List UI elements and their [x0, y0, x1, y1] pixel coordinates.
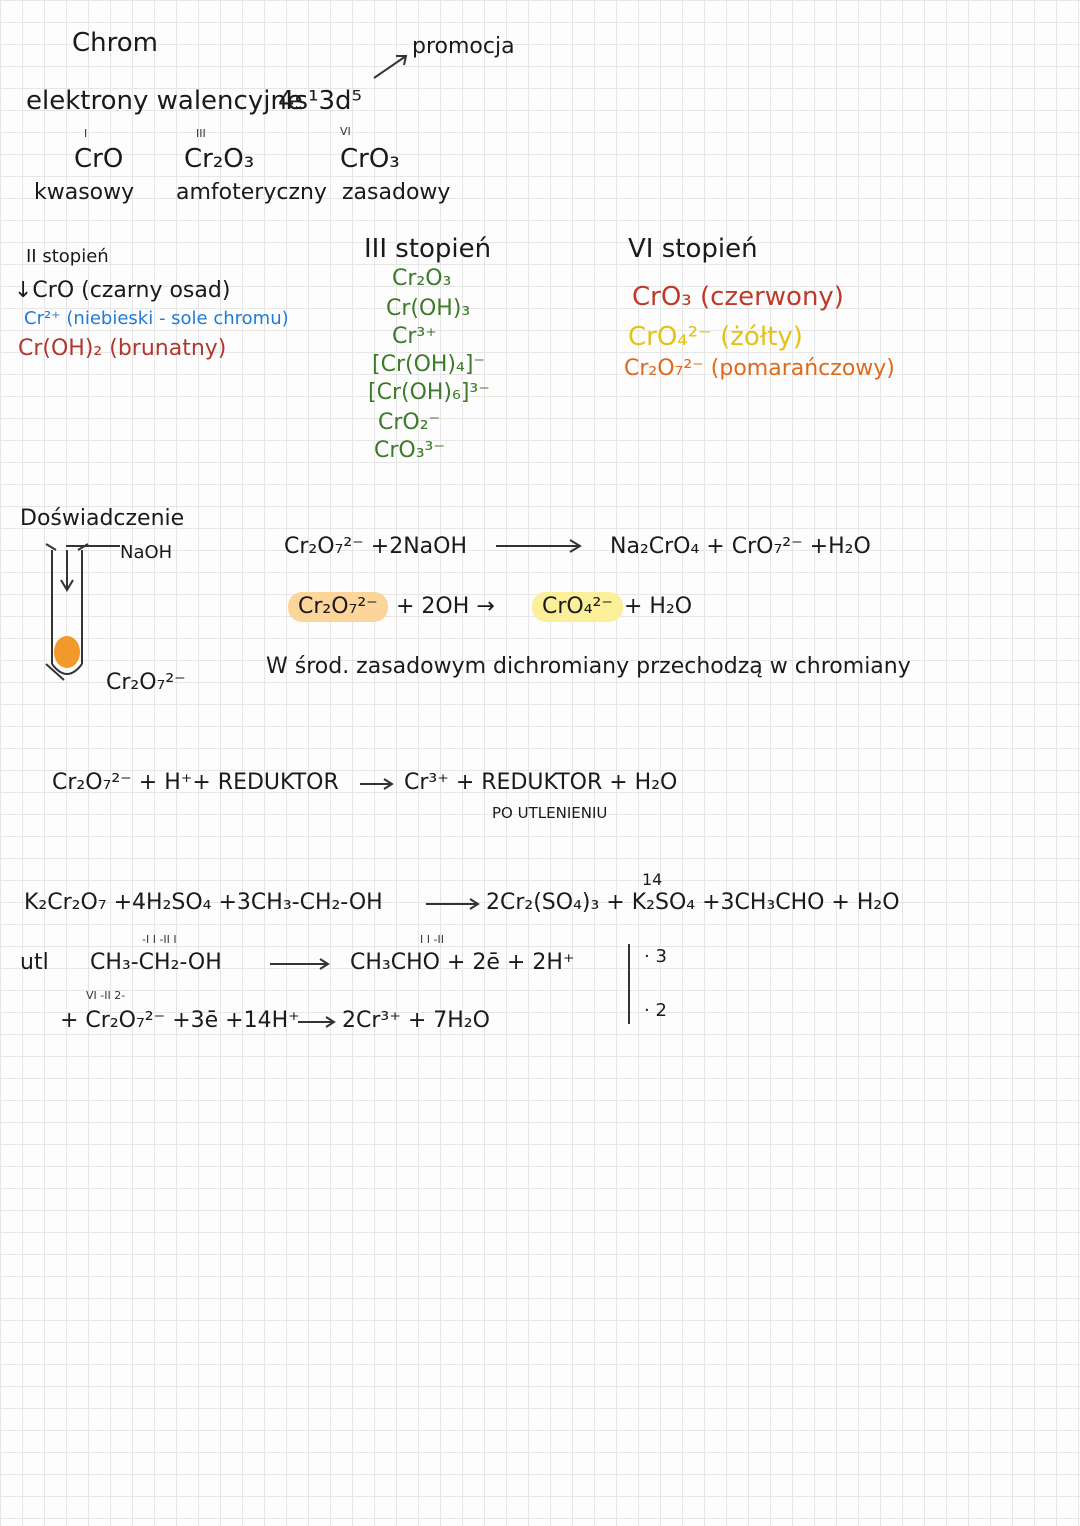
full-eq-right: 2Cr₂(SO₄)₃ + K₂SO₄ +3CH₃CHO + H₂O: [486, 890, 900, 915]
experiment-heading: Doświadczenie: [20, 506, 185, 531]
degree6-line2: CrO₄²⁻ (żółty): [628, 322, 803, 352]
page-title: Chrom: [72, 28, 158, 58]
oxidation-label: utl: [20, 950, 49, 975]
oxide-2-ox-state: III: [196, 127, 206, 140]
valence-config: 4s¹3d⁵: [278, 86, 362, 116]
degree3-item-2: Cr(OH)₃: [386, 296, 471, 321]
half1-left: CH₃-CH₂-OH: [90, 950, 222, 975]
multiplier-1: · 3: [644, 946, 667, 967]
degree3-item-7: CrO₃³⁻: [374, 438, 445, 463]
eq2-chromate: CrO₄²⁻: [532, 592, 623, 622]
promotion-arrow-icon: [372, 52, 412, 80]
full-eq-arrow-icon: [424, 896, 484, 912]
dichromate-ox-marks: VI -II 2-: [86, 989, 126, 1002]
eq1-arrow-icon: [494, 536, 584, 556]
coefficient-14: 14: [642, 870, 663, 889]
eq2-dichromate: Cr₂O₇²⁻: [288, 592, 388, 622]
degree6-line1: CrO₃ (czerwony): [632, 282, 844, 312]
degree3-item-5: [Cr(OH)₆]³⁻: [368, 380, 490, 405]
oxide-1-ox-state: I: [84, 127, 88, 140]
promotion-label: promocja: [412, 34, 515, 59]
half1-right: CH₃CHO + 2ē + 2H⁺: [350, 950, 575, 975]
degree2-heading: II stopień: [26, 246, 109, 267]
oxide-1-formula: CrO: [74, 144, 124, 174]
degree2-line3: Cr(OH)₂ (brunatny): [18, 336, 227, 361]
oxide-2-formula: Cr₂O₃: [184, 144, 255, 174]
oxide-3-ox-state: VI: [340, 125, 351, 138]
experiment-reagent: NaOH: [120, 542, 173, 563]
oxide-3-character: zasadowy: [342, 180, 451, 205]
degree6-line3: Cr₂O₇²⁻ (pomarańczowy): [624, 356, 895, 381]
full-eq-left: K₂Cr₂O₇ +4H₂SO₄ +3CH₃-CH₂-OH: [24, 890, 383, 915]
oxide-3-formula: CrO₃: [340, 144, 400, 174]
eq2-tail: + H₂O: [624, 594, 693, 619]
degree2-line2: Cr²⁺ (niebieski - sole chromu): [24, 308, 289, 329]
redox-general-right: Cr³⁺ + REDUKTOR + H₂O: [404, 770, 678, 795]
multiplier-2: · 2: [644, 1000, 667, 1021]
redox-general-arrow-icon: [358, 776, 398, 792]
experiment-eq1-right: Na₂CrO₄ + CrO₇²⁻ +H₂O: [610, 534, 871, 559]
degree6-heading: VI stopień: [628, 234, 758, 264]
after-oxidation-label: PO UTLENIENIU: [492, 804, 608, 822]
tube-content: Cr₂O₇²⁻: [106, 670, 186, 695]
half2-left: + Cr₂O₇²⁻ +3ē +14H⁺: [60, 1008, 300, 1033]
experiment-eq1-left: Cr₂O₇²⁻ +2NaOH: [284, 534, 468, 559]
degree3-item-1: Cr₂O₃: [392, 266, 452, 291]
oxide-1-character: kwasowy: [34, 180, 135, 205]
degree3-item-4: [Cr(OH)₄]⁻: [372, 352, 486, 377]
degree3-item-6: CrO₂⁻: [378, 410, 441, 435]
degree2-line1: ↓CrO (czarny osad): [14, 278, 231, 303]
acetaldehyde-ox-marks: I I -II: [420, 933, 444, 946]
multiplier-bracket: [628, 944, 630, 1024]
half2-arrow-icon: [296, 1014, 340, 1030]
oxide-2-character: amfoteryczny: [176, 180, 327, 205]
half1-arrow-icon: [268, 956, 334, 972]
eq2-middle: + 2OH →: [396, 594, 495, 619]
experiment-conclusion: W środ. zasadowym dichromiany przechodzą w chromiany: [266, 654, 911, 679]
valence-label: elektrony walencyjne: [26, 86, 303, 116]
degree3-heading: III stopień: [364, 234, 492, 264]
degree3-item-3: Cr³⁺: [392, 324, 437, 349]
redox-general-left: Cr₂O₇²⁻ + H⁺+ REDUKTOR: [52, 770, 339, 795]
ethanol-ox-marks: -I I -II I: [142, 933, 177, 946]
half2-right: 2Cr³⁺ + 7H₂O: [342, 1008, 490, 1033]
